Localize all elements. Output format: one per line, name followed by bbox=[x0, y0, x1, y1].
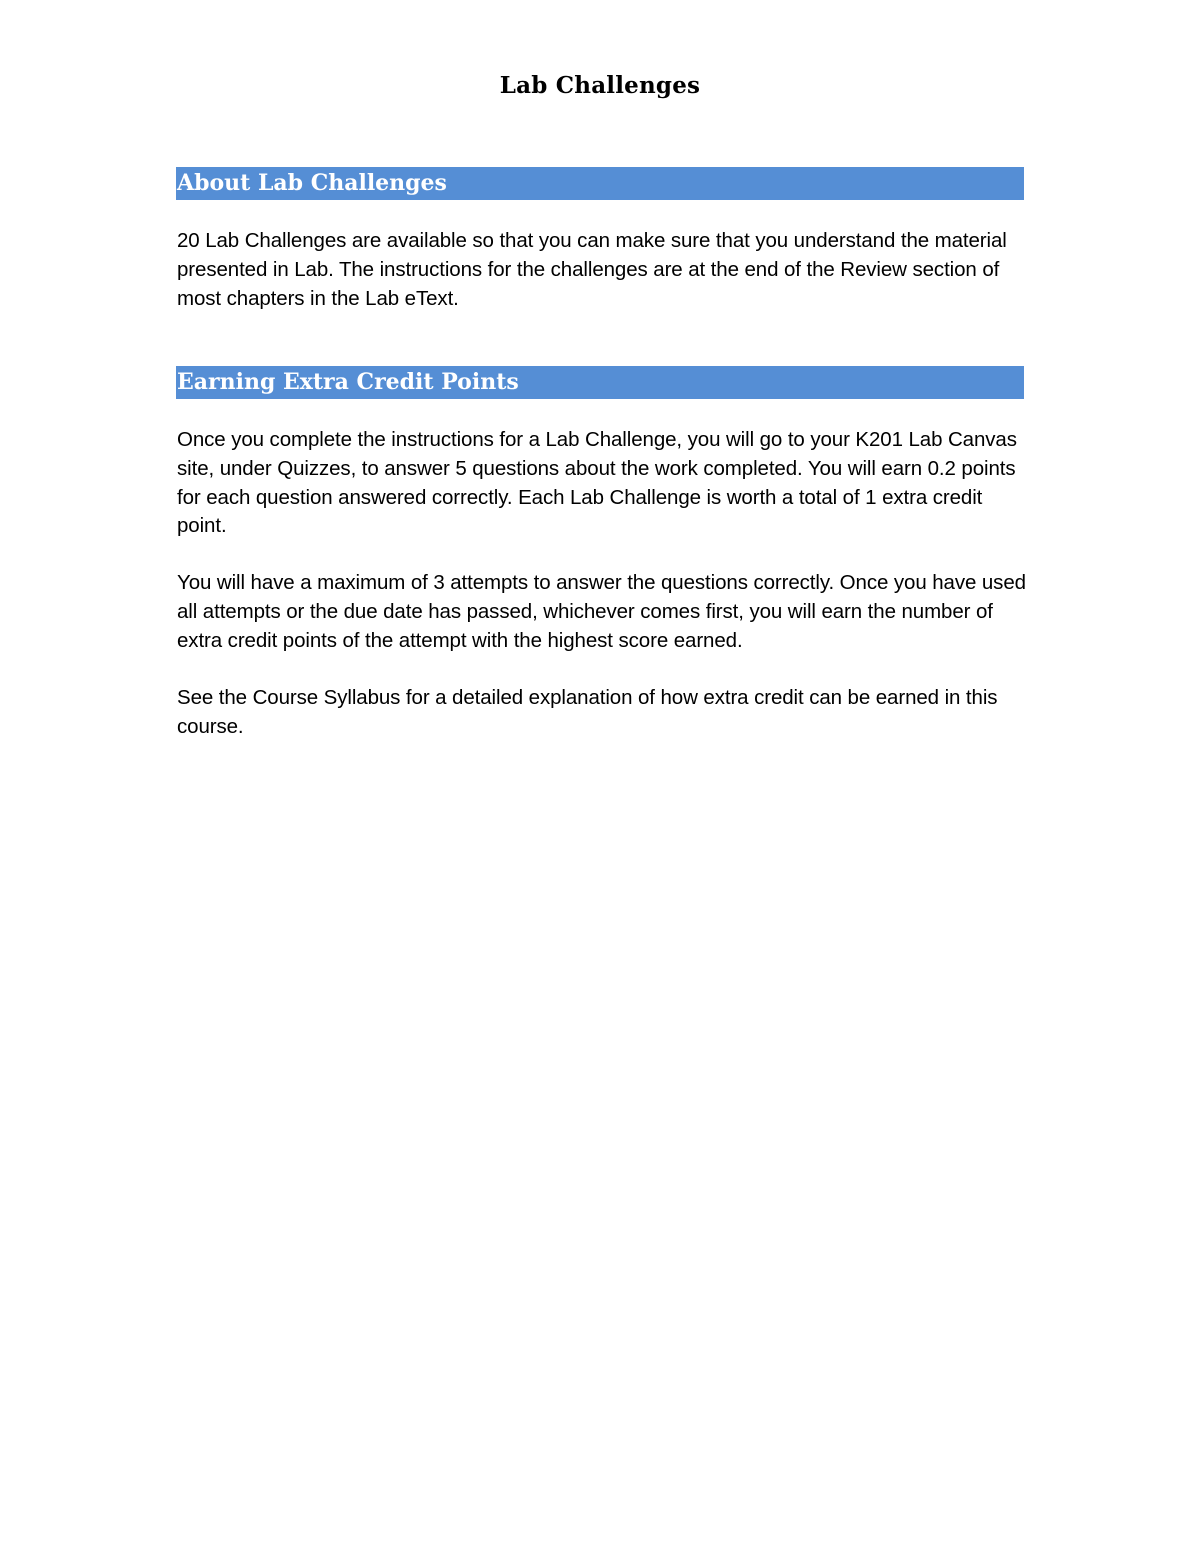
section-heading-about-label: About Lab Challenges bbox=[177, 170, 447, 196]
extra-credit-paragraph-2: You will have a maximum of 3 attempts to answer the questions correctly. Once you have used all attempts or the due date has passed, whichever comes first, you will earn the number of extra credit points of the attempt with the highest score earned. bbox=[177, 571, 1026, 652]
section-heading-extra-credit bbox=[176, 366, 1024, 399]
about-paragraph: 20 Lab Challenges are available so that you can make sure that you understand the material presented in Lab. The instructions for the challenges are at the end of the Review section of most chapters in the Lab eText. bbox=[177, 229, 1007, 310]
extra-credit-paragraph-1: Once you complete the instructions for a Lab Challenge, you will go to your K201 Lab Canvas site, under Quizzes, to answer 5 questions about the work completed. You will earn 0.2 points for each question answered correctly. Each Lab Challenge is worth a total of 1 extra credit point. bbox=[177, 428, 1017, 538]
page-title: Lab Challenges bbox=[499, 72, 701, 99]
section-heading-about bbox=[176, 167, 1024, 200]
extra-credit-paragraph-3: See the Course Syllabus for a detailed explanation of how extra credit can be earned in this course. bbox=[177, 686, 998, 738]
section-heading-extra-credit-label: Earning Extra Credit Points bbox=[177, 369, 519, 395]
